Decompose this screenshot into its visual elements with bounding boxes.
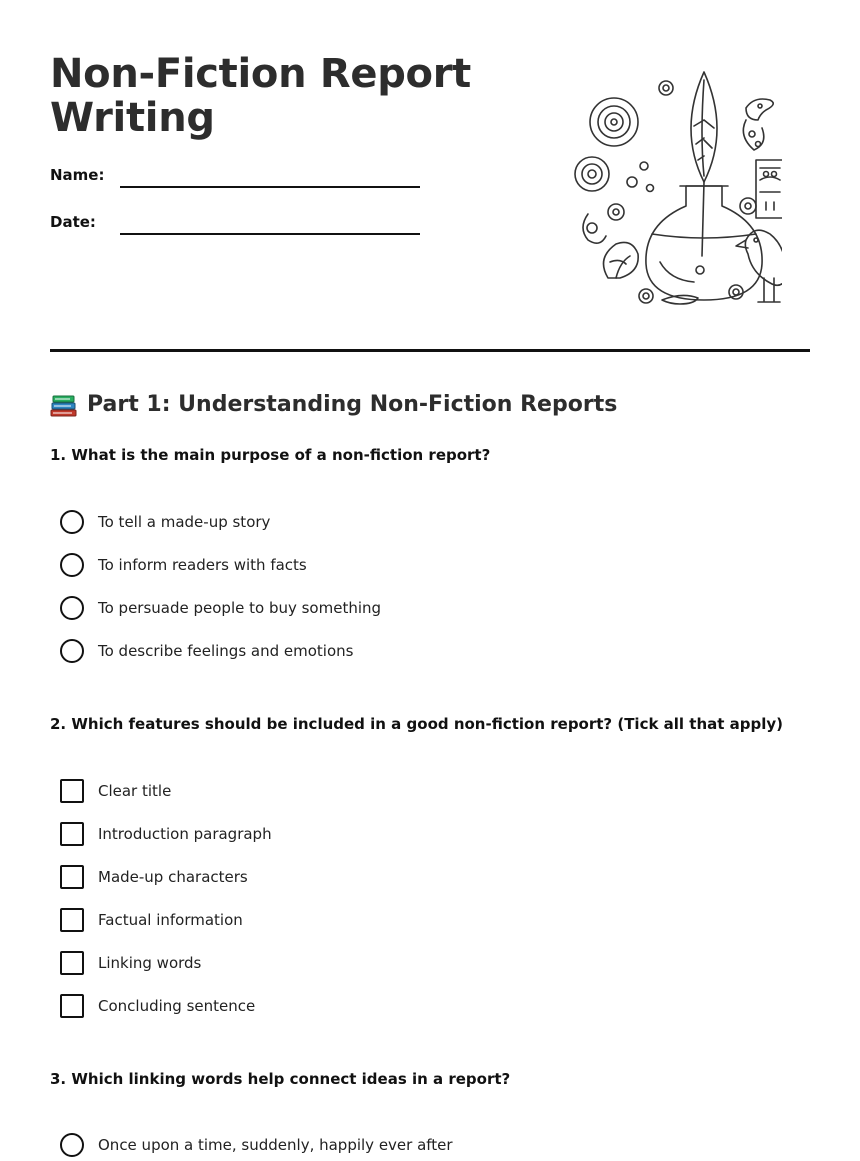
date-label: Date:	[50, 213, 96, 231]
q1-option-2[interactable]	[60, 552, 307, 578]
question-2-prompt: 2. Which features should be included in a good non-fiction report? (Tick all that apply)	[50, 715, 784, 733]
date-field[interactable]	[120, 233, 420, 235]
option-label: To inform readers with facts	[98, 556, 307, 574]
option-label: Concluding sentence	[98, 997, 256, 1015]
radio-button[interactable]	[60, 596, 84, 620]
radio-button[interactable]	[60, 510, 84, 534]
option-label: Once upon a time, suddenly, happily ever after	[98, 1136, 453, 1154]
option-label: Introduction paragraph	[98, 825, 272, 843]
radio-button[interactable]	[60, 553, 84, 577]
checkbox[interactable]	[60, 908, 84, 932]
q2-option-5[interactable]	[60, 950, 201, 976]
name-field[interactable]	[120, 186, 420, 188]
checkbox[interactable]	[60, 779, 84, 803]
q1-option-1[interactable]	[60, 509, 270, 535]
q2-option-1[interactable]	[60, 778, 171, 804]
checkbox[interactable]	[60, 822, 84, 846]
option-label: Factual information	[98, 911, 243, 929]
q2-option-6[interactable]	[60, 993, 255, 1019]
worksheet-page	[50, 0, 810, 1161]
q2-option-4[interactable]	[60, 907, 243, 933]
name-label: Name:	[50, 166, 105, 184]
checkbox[interactable]	[60, 865, 84, 889]
section-1-title: Part 1: Understanding Non-Fiction Reports	[87, 391, 618, 417]
radio-button[interactable]	[60, 639, 84, 663]
option-label: Linking words	[98, 954, 202, 972]
q2-option-2[interactable]	[60, 821, 272, 847]
option-label: Made-up characters	[98, 868, 248, 886]
worksheet-title	[50, 52, 520, 140]
q3-option-1[interactable]	[60, 1132, 453, 1158]
section-1-heading	[50, 389, 617, 419]
header-divider	[50, 349, 810, 352]
option-label: To tell a made-up story	[98, 513, 271, 531]
title-line-2: Writing	[50, 95, 215, 141]
option-label: To describe feelings and emotions	[98, 642, 354, 660]
radio-button[interactable]	[60, 1133, 84, 1157]
q1-option-4[interactable]	[60, 638, 353, 664]
question-3-prompt: 3. Which linking words help connect ideas in a report?	[50, 1070, 511, 1088]
option-label: Clear title	[98, 782, 172, 800]
title-line-1: Non-Fiction Report	[50, 51, 471, 97]
checkbox[interactable]	[60, 951, 84, 975]
q1-option-3[interactable]	[60, 595, 381, 621]
books-icon	[50, 391, 77, 418]
checkbox[interactable]	[60, 994, 84, 1018]
quill-inkpot-kiwiana-icon	[570, 64, 782, 310]
option-label: To persuade people to buy something	[98, 599, 382, 617]
q2-option-3[interactable]	[60, 864, 248, 890]
question-1-prompt: 1. What is the main purpose of a non-fiction report?	[50, 446, 491, 464]
